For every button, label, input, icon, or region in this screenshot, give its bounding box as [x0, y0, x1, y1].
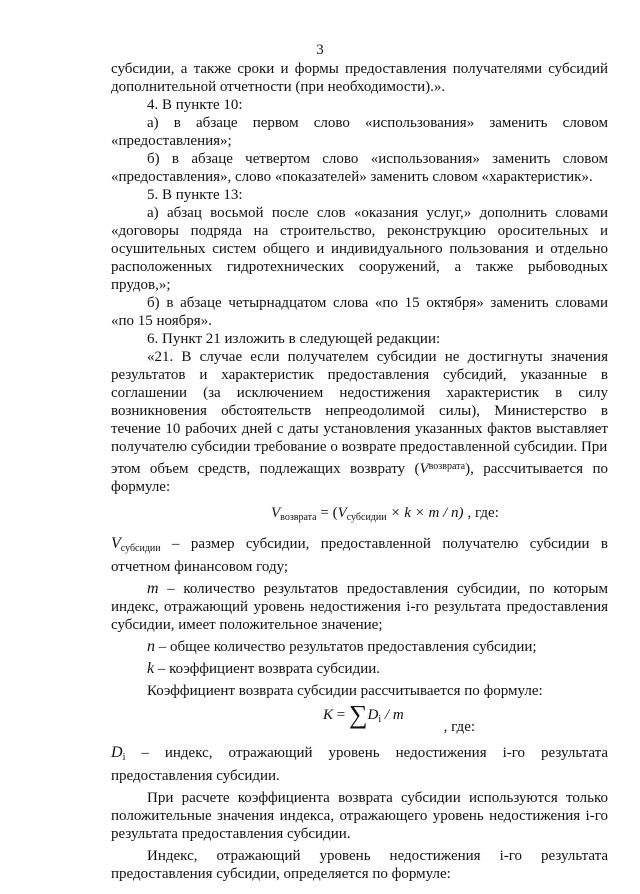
formula-return-volume: $V_{возврата} = (V_{субсидии} \times k \times m / n)$ , где:: [271, 505, 499, 523]
paragraph-item-4: 4. В пункте 10:: [147, 97, 243, 113]
definition-v-subsidy: $V_{субсидии}$ – размер субсидии, предоставленной получателю субсидии в отчетном финансовом году;: [111, 535, 608, 575]
v-return-symbol: $V^{возврата}$: [419, 461, 466, 477]
paragraph-item-4a: а) в абзаце первом слово «использования» заменить словом «предоставления»;: [111, 115, 608, 149]
definition-d: $D_i$ – индекс, отражающий уровень недостижения i-го результата предоставления субсидии.: [111, 744, 608, 784]
formula-intro-text-a: этом объем средств, подлежащих возврату (: [111, 461, 420, 477]
paragraph-formula-intro: [111, 458, 608, 496]
formula-coefficient: $K = \sum D_i / m$, где:: [323, 700, 476, 735]
paragraph-item-5a: а) абзац восьмой после слов «оказания услуг,» дополнить словами «договоры подряда на строительство, реконструкцию оросительных и осушительных систем общего и индивидуального пользования и отдельно расположенных гидротехнических сооружений, а также рыбоводных прудов,»;: [111, 205, 608, 293]
paragraph-item-5b: б) в абзаце четырнадцатом слова «по 15 октября» заменить словами «по 15 ноября».: [111, 295, 608, 329]
definition-m: m – количество результатов предоставления субсидии, по которым индекс, отражающий уровень недостижения i-го результата предоставления субсидии, имеет положительное значение;: [111, 580, 608, 633]
paragraph-item-5: 5. В пункте 13:: [147, 187, 243, 203]
paragraph-calculation: При расчете коэффициента возврата субсидии используются только положительные значения индекса, отражающего уровень недостижения i-го результата предоставления субсидии.: [111, 790, 608, 842]
page-number: 3: [316, 42, 324, 58]
definition-k: k – коэффициент возврата субсидии.: [147, 660, 381, 677]
formula-intro-text-b: ), рассчитывается по формуле:: [111, 461, 608, 495]
paragraph-coefficient: Коэффициент возврата субсидии рассчитывается по формуле:: [147, 683, 543, 699]
paragraph-item-4b: б) в абзаце четвертом слово «использования» заменить словом «предоставления», слово «показателей» заменить словом «характеристик».: [111, 151, 608, 185]
definition-n: n – общее количество результатов предоставления субсидии;: [147, 638, 537, 655]
paragraph-item-6: 6. Пункт 21 изложить в следующей редакции:: [147, 331, 441, 347]
paragraph-clause-21: «21. В случае если получателем субсидии не достигнуты значения результатов и характеристик предоставления субсидий, указанные в соглашении (за исключением недостижения характеристик в силу возникновения обстоятельств непреодолимой силы), Министерство в течение 10 рабочих дней с даты установления указанных фактов выставляет получателю субсидии требование о возврате предоставленной субсидии. При: [111, 349, 608, 455]
paragraph-index: Индекс, отражающий уровень недостижения i-го результата предоставления субсидии, определяется по формуле:: [111, 848, 608, 882]
paragraph-continuation: субсидии, а также сроки и формы предоставления получателями субсидий дополнительной отчетности (при необходимости).».: [111, 61, 608, 95]
document-body: [111, 60, 608, 883]
